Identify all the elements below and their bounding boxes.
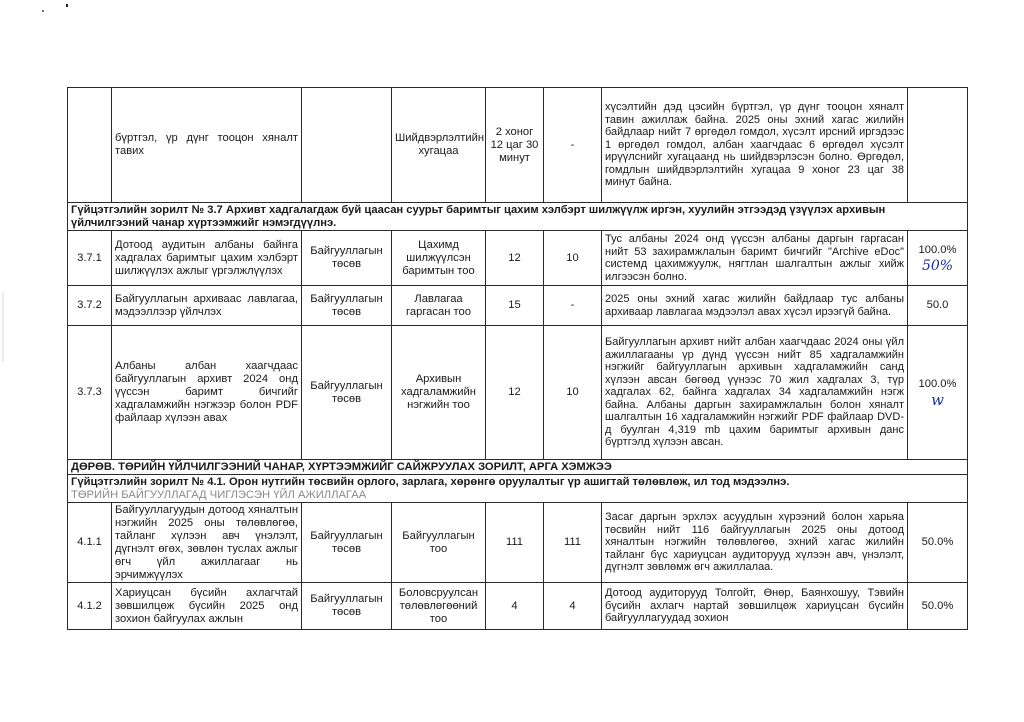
result-cell: Дотоод аудиторууд Толгойт, Өнөр, Баянхошуу, Тэвийн бүсийн ахлагч нартай зөвшилцөж хариуцсан бүсийн байгууллагуудад зохион [602, 583, 908, 630]
activity-cell: бүртгэл, үр дүнг тооцон хяналт тавих [112, 88, 302, 203]
percent-cell: 50.0% [908, 583, 968, 630]
stamp-text: ТӨРИЙН БАЙГУУЛЛАГАД ЧИГЛЭСЭН ҮЙЛ АЖИЛЛАГАА [71, 489, 367, 501]
section-row [68, 460, 968, 475]
goal-row [68, 475, 968, 503]
activity-cell: Байгууллагуудын дотоод хяналтын нэгжийн 2025 оны төлөвлөгөө, тайланг хүлээн авч үнэлэлт, дүгнэлт өгөх, зөвлөн туслах ажлыг өгч үйл ажиллагааг нь эрчимжүүлэх [112, 503, 302, 583]
section-4-heading: ДӨРӨВ. ТӨРИЙН ҮЙЛЧИЛГЭЭНИЙ ЧАНАР, ХҮРТЭЭМЖИЙГ САЙЖРУУЛАХ ЗОРИЛТ, АРГА ХЭМЖЭЭ [68, 460, 968, 475]
row-number: 3.7.1 [68, 231, 112, 286]
actual-cell: - [544, 88, 602, 203]
table-row [68, 231, 968, 286]
target-cell: 12 [486, 326, 544, 460]
indicator-cell: Цахимд шилжүүлсэн баримтын тоо [392, 231, 486, 286]
scan-edge-shadow [2, 292, 4, 362]
result-cell: Байгууллагын архивт нийт албан хаагчдаас 2024 оны үйл ажиллагааны үр дүнд үүссэн нийт 85 хадгаламжийн нэгжийг байгууллагын архивын хадгаламжийн санд хүлээн авсан бөгөөд үүнээс 70 жил хадгалах 3, түр хадгалах 62, байнга хадгалах 34 хадгаламжийн нэгж байна. Албаны даргын захирамжлалын болон хяналт шалгалтын 16 хадгаламжийн нэгжийг PDF файлаар DVD-д буулган 4,319 mb цахим баримтыг архивын данс бүртгэлд хүлээн авсан. [602, 326, 908, 460]
result-cell: хүсэлтийн дэд цэсийн бүртгэл, үр дүнг тооцон хяналт тавин ажиллаж байна. 2025 оны эхний хагас жилийн байдлаар нийт 7 өргөдөл гомдол, хүсэлт ирсний иргэдээс 1 өргөдөл гомдол, албан хаагчдаас 6 өргөдөл хүсэлт ирүүлснийг хугацаанд нь шийдвэрлэсэн болно. Өргөдөл, гомдлын шийдвэрлэлтийн хугацаа 9 хоног 23 цаг 38 минут байна. [602, 88, 908, 203]
actual-cell: 111 [544, 503, 602, 583]
budget-cell: Байгууллагын төсөв [302, 286, 392, 326]
actual-cell: - [544, 286, 602, 326]
table-row [68, 583, 968, 630]
percent-cell: 50.0 [908, 286, 968, 326]
indicator-cell: Байгууллагын тоо [392, 503, 486, 583]
handwritten-note: 50% [921, 257, 954, 274]
percent-cell: 50.0% [908, 503, 968, 583]
result-cell: Тус албаны 2024 онд үүссэн албаны даргын гаргасан нийт 53 захирамжлалын баримт бичгийг "Archive eDoc" системд цахимжуулж, нягтлан шалгалтын ажлыг хийж илгээсэн болно. [602, 231, 908, 286]
indicator-cell: Шийдвэрлэлтийн хугацаа [392, 88, 486, 203]
result-cell: 2025 оны эхний хагас жилийн байдлаар тус албаны архиваар лавлагаа мэдээлэл авах хүсэл ирээгүй байна. [602, 286, 908, 326]
row-number [68, 88, 112, 203]
handwritten-note: w [931, 391, 944, 409]
actual-cell: 10 [544, 326, 602, 460]
goal-4-1-text: Гүйцэтгэлийн зорилт № 4.1. Орон нутгийн төсвийн орлого, зарлага, хөрөнгө оруулалтыг үр ашигтай төлөвлөж, ил тод мэдээлнэ. [71, 476, 790, 488]
target-cell: 4 [486, 583, 544, 630]
percent-cell [908, 231, 968, 286]
scan-speck [42, 10, 44, 12]
goal-4-1-heading [68, 475, 968, 503]
actual-cell: 10 [544, 231, 602, 286]
budget-cell [302, 88, 392, 203]
budget-cell: Байгууллагын төсөв [302, 503, 392, 583]
target-cell: 2 хоног 12 цаг 30 минут [486, 88, 544, 203]
budget-cell: Байгууллагын төсөв [302, 231, 392, 286]
table-row [68, 326, 968, 460]
goal-row [68, 203, 968, 231]
row-number: 3.7.2 [68, 286, 112, 326]
row-number: 4.1.2 [68, 583, 112, 630]
indicator-cell: Лавлагаа гаргасан тоо [392, 286, 486, 326]
row-number: 4.1.1 [68, 503, 112, 583]
table-row [68, 503, 968, 583]
indicator-cell: Архивын хадгаламжийн нэгжийн тоо [392, 326, 486, 460]
table-row [68, 88, 968, 203]
goal-3-7-heading: Гүйцэтгэлийн зорилт № 3.7 Архивт хадгалагдаж буй цаасан суурьт баримтыг цахим хэлбэрт шилжүүлж иргэн, хуулийн этгээдэд үзүүлэх архивын үйлчилгээний чанар хүртээмжийг нэмэгдүүлнэ. [68, 203, 968, 231]
percent-value: 100.0% [918, 378, 957, 390]
percent-value: 100.0% [918, 243, 957, 256]
target-cell: 111 [486, 503, 544, 583]
row-number: 3.7.3 [68, 326, 112, 460]
target-cell: 12 [486, 231, 544, 286]
actual-cell: 4 [544, 583, 602, 630]
budget-cell: Байгууллагын төсөв [302, 326, 392, 460]
report-table [67, 87, 968, 630]
activity-cell: Албаны албан хаагчдаас байгууллагын архивт 2024 онд үүссэн баримт бичгийг хадгаламжийн нэгжээр болон PDF файлаар хүлээн авах [112, 326, 302, 460]
activity-cell: Байгууллагын архиваас лавлагаа, мэдээллээр үйлчлэх [112, 286, 302, 326]
scan-speck [66, 4, 68, 7]
budget-cell: Байгууллагын төсөв [302, 583, 392, 630]
activity-cell: Дотоод аудитын албаны байнга хадгалах баримтыг цахим хэлбэрт шилжүүлэх ажлыг үргэлжлүүлэх [112, 231, 302, 286]
percent-cell [908, 326, 968, 460]
percent-cell [908, 88, 968, 203]
indicator-cell: Боловсруулсан төлөвлөгөөний тоо [392, 583, 486, 630]
table-row [68, 286, 968, 326]
activity-cell: Хариуцсан бүсийн ахлагчтай зөвшилцөж бүсийн 2025 онд зохион байгуулах ажлын [112, 583, 302, 630]
result-cell: Засаг даргын эрхлэх асуудлын хүрээний болон харьяа төсвийн нийт 116 байгууллагын 2025 оны дотоод хяналтын нэгжийн төлөвлөгөө, эхний хагас жилийн тайланг бүс хариуцсан аудиторууд хүлээн авч, үнэлэлт, дүгнэлт зөвлөмж өгч ажиллалаа. [602, 503, 908, 583]
target-cell: 15 [486, 286, 544, 326]
